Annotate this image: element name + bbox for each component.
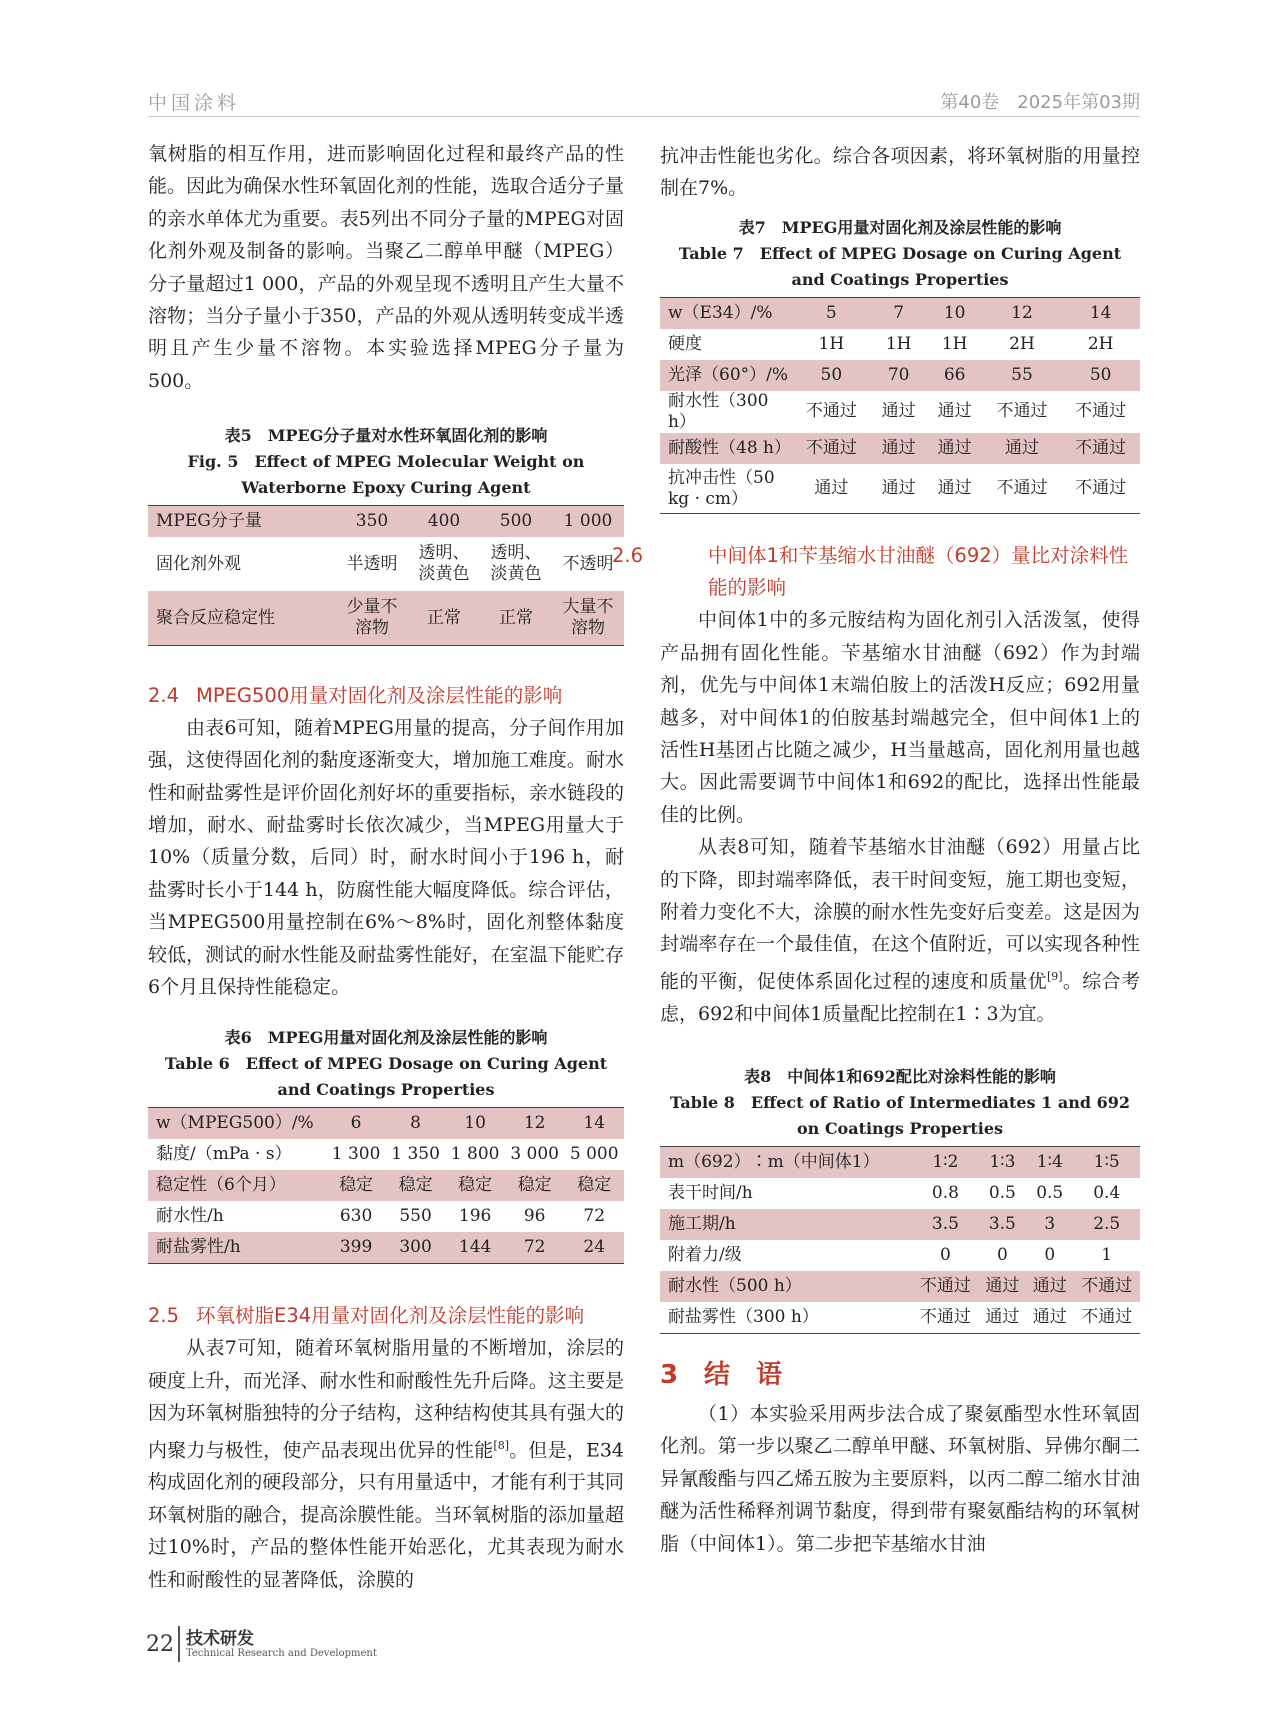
footer-divider: [178, 1626, 180, 1662]
table6-caption-cn: 表6 MPEG用量对固化剂及涂层性能的影响: [224, 1028, 548, 1048]
table7: [660, 297, 1140, 515]
citation: [9]: [1046, 969, 1063, 983]
table8-caption-en: Table 8 Effect of Ratio of Intermediates 1 and 692 on Coatings Properties: [670, 1092, 1130, 1138]
table-row: 耐酸性（48 h） 不通过 通过 通过 通过 不通过: [660, 433, 1140, 464]
table-row: 附着力/级 0 0 0 1: [668, 1244, 1113, 1265]
citation: [8]: [493, 1438, 509, 1452]
section-2-4-paragraph: 由表6可知，随着MPEG用量的提高，分子间作用加强，这使得固化剂的黏度逐渐变大，增加施工难度。耐水性和耐盐雾性是评价固化剂好坏的重要指标，亲水链段的增加，耐水、耐盐雾时长依次减少，当MPEG用量大于10%（质量分数，后同）时，耐水时间小于196 h，耐盐雾时长小于144 h，防腐性能大幅度降低。综合评估，当MPEG500用量控制在6%～8%时，固化剂整体黏度较低，测试的耐水性能及耐盐雾性能好，在室温下能贮存6个月且保持性能稳定。: [148, 716, 624, 998]
table-header-row: MPEG分子量 350 400 500 1 000: [148, 506, 624, 538]
footer-section-cn: 技术研发: [186, 1629, 254, 1649]
table-row: 施工期/h 3.5 3.5 3 2.5: [660, 1209, 1140, 1240]
table8: [660, 1146, 1140, 1334]
intro-paragraph: 氧树脂的相互作用，进而影响固化过程和最终产品的性能。因此为确保水性环氧固化剂的性能，选取合适分子量的亲水单体尤为重要。表5列出不同分子量的MPEG对固化剂外观及制备的影响。当聚乙二醇单甲醚（MPEG）分子量超过1 000，产品的外观呈现不透明且产生大量不溶物；当分子量小于350，产品的外观从透明转变成半透明且产生少量不溶物。本实验选择MPEG分子量为500。: [148, 143, 624, 392]
table-row: 耐水性/h 630 550 196 96 72: [156, 1206, 606, 1227]
table5: [148, 505, 624, 646]
table6-caption-en: Table 6 Effect of MPEG Dosage on Curing Agent and Coatings Properties: [164, 1054, 608, 1100]
table6: [148, 1107, 624, 1264]
right-column: [612, 140, 1140, 1560]
footer-section-en: Technical Research and Development: [186, 1648, 377, 1659]
issue-info: 第40卷 2025年第03期: [940, 92, 1140, 113]
journal-name: 中国涂料: [148, 92, 241, 114]
table-row: 光泽（60°）/% 50 70 66 55 50: [660, 360, 1140, 391]
section-2-6-heading: 2.6 中间体1和苄基缩水甘油醚（692）量比对涂料性能的影响: [612, 544, 1129, 600]
table-row: 耐盐雾性/h 399 300 144 72 24: [148, 1232, 624, 1264]
section-2-5-heading: 2.5 环氧树脂E34用量对固化剂及涂层性能的影响: [148, 1304, 585, 1328]
section-2-6-paragraph-1: 中间体1中的多元胺结构为固化剂引入活泼氢，使得产品拥有固化性能。苄基缩水甘油醚（692）作为封端剂，优先与中间体1末端伯胺上的活泼H反应；692用量越多，对中间体1的伯胺基封端越完全，但中间体1上的活性H基团占比随之减少，H当量越高，固化剂用量也越大。因此需要调节中间体1和692的配比，选择出性能最佳的比例。: [660, 609, 1140, 826]
table-row: 耐水性（300 h） 不通过 通过 通过 不通过 不通过: [668, 390, 1127, 432]
table-row: 表干时间/h 0.8 0.5 0.5 0.4: [668, 1182, 1121, 1203]
table7-caption-en: Table 7 Effect of MPEG Dosage on Curing Agent and Coatings Properties: [678, 243, 1122, 289]
table-row: 聚合反应稳定性 少量不溶物 正常 正常 大量不溶物: [148, 591, 624, 645]
section-2-4-heading: 2.4 MPEG500用量对固化剂及涂层性能的影响: [148, 683, 563, 707]
table-header-row: w（MPEG500）/% 6 8 10 12 14: [148, 1108, 624, 1140]
table5-caption-en: Fig. 5 Effect of MPEG Molecular Weight on Waterborne Epoxy Curing Agent: [187, 452, 585, 498]
table-row: 耐盐雾性（300 h） 不通过 通过 通过 不通过: [668, 1306, 1133, 1327]
section-2-6-paragraph-2: 从表8可知，随着苄基缩水甘油醚（692）用量占比的下降，即封端率降低，表干时间变短，施工期也变短，附着力变化不大，涂膜的耐水性先变好后变差。这是因为封端率存在一个最佳值，在这个值附近，可以实现各种性能的平衡，促使体系固化过程的速度和质量优[9]。综合考虑，692和中间体1质量配比控制在1∶3为宜。: [660, 836, 1140, 1025]
page-number: 22: [146, 1632, 174, 1657]
table-row: 黏度/（mPa · s） 1 300 1 350 1 800 3 000 5 000: [156, 1144, 619, 1165]
table8-caption-cn: 表8 中间体1和692配比对涂料性能的影响: [744, 1066, 1056, 1086]
left-column: [148, 138, 624, 1596]
header-rule: [148, 116, 1140, 117]
conclusion-paragraph: （1）本实验采用两步法合成了聚氨酯型水性环氧固化剂。第一步以聚乙二醇单甲醚、环氧树脂、异佛尔酮二异氰酸酯与四乙烯五胺为主要原料，以丙二醇二缩水甘油醚为活性稀释剂调节黏度，得到带有聚氨酯结构的环氧树脂（中间体1）。第二步把苄基缩水甘油: [660, 1402, 1140, 1555]
table-row: 固化剂外观 半透明 透明、淡黄色 透明、淡黄色 不透明: [156, 543, 614, 585]
section-3-heading: 3 结 语: [660, 1359, 783, 1390]
continued-paragraph: 抗冲击性能也劣化。综合各项因素，将环氧树脂的用量控制在7%。: [660, 145, 1140, 200]
table5-caption-cn: 表5 MPEG分子量对水性环氧固化剂的影响: [224, 426, 548, 446]
table-header-row: m（692）∶m（中间体1） 1∶2 1∶3 1∶4 1∶5: [660, 1146, 1140, 1178]
table-header-row: w（E34）/% 5 7 10 12 14: [660, 297, 1140, 329]
table-row: 硬度 1H 1H 1H 2H 2H: [668, 333, 1114, 354]
section-2-5-paragraph: 从表7可知，随着环氧树脂用量的不断增加，涂层的硬度上升，而光泽、耐水性和耐酸性先升后降。这主要是因为环氧树脂独特的分子结构，这种结构使其具有强大的内聚力与极性，使产品表现出优异的性能[8]。但是，E34构成固化剂的硬段部分，只有用量适中，才能有利于其同环氧树脂的融合，提高涂膜性能。当环氧树脂的添加量超过10%时，产品的整体性能开始恶化，尤其表现为耐水性和耐酸性的显著降低，涂膜的: [148, 1337, 624, 1591]
table-row: 耐水性（500 h） 不通过 通过 通过 不通过: [660, 1271, 1140, 1302]
table-row: 抗冲击性（50 kg · cm） 通过 通过 通过 不通过 不通过: [668, 467, 1127, 509]
table-row: 稳定性（6个月） 稳定 稳定 稳定 稳定 稳定: [148, 1170, 624, 1201]
table7-caption-cn: 表7 MPEG用量对固化剂及涂层性能的影响: [738, 217, 1062, 237]
